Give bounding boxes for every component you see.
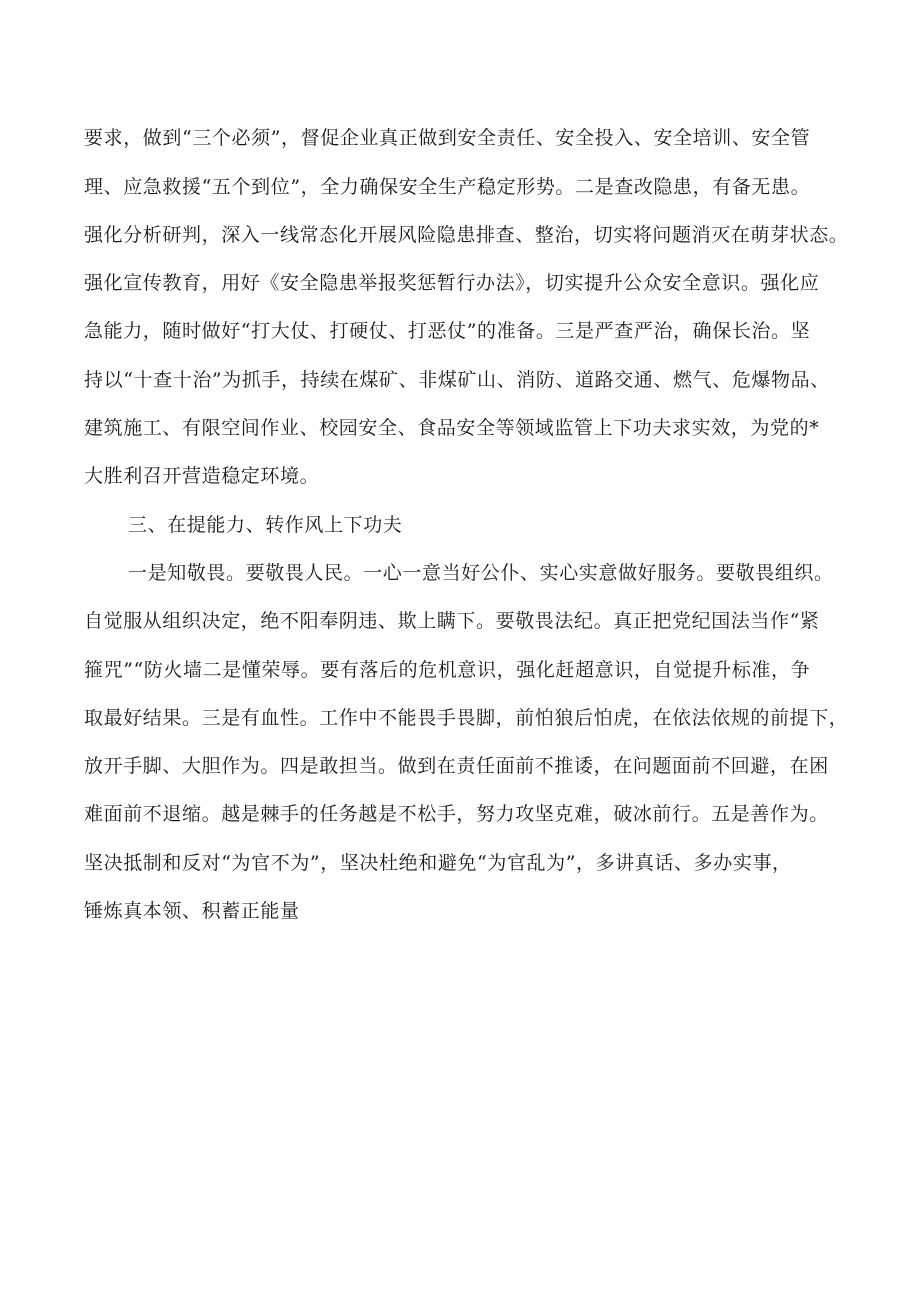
paragraph-1-line-6: 持以“十查十治”为抓手，持续在煤矿、非煤矿山、消防、道路交通、燃气、危爆物品、: [84, 369, 830, 391]
paragraph-2-line-7: 坚决抵制和反对“为官不为”，坚决杜绝和避免“为官乱为”，多讲真话、多办实事，: [84, 852, 792, 874]
paragraph-1-line-1: 要求，做到“三个必须”，督促企业真正做到安全责任、安全投入、安全培训、安全管: [84, 127, 811, 149]
paragraph-2-line-6: 难面前不退缩。越是棘手的任务越是不松手，努力攻坚克难，破冰前行。五是善作为。: [84, 803, 829, 825]
paragraph-2-line-3: 箍咒”“防火墙二是懂荣辱。要有落后的危机意识，强化赶超意识，自觉提升标准，争: [84, 659, 811, 681]
paragraph-1-line-7: 建筑施工、有限空间作业、校园安全、食品安全等领域监管上下功夫求实效，为党的*: [84, 417, 820, 439]
paragraph-1-line-5: 急能力，随时做好“打大仗、打硬仗、打恶仗”的准备。三是严查严治，确保长治。坚: [84, 320, 811, 342]
paragraph-2-line-5: 放开手脚、大胆作为。四是敢担当。做到在责任面前不推诿，在问题面前不回避，在困: [84, 755, 829, 777]
paragraph-1-line-2: 理、应急救援“五个到位”，全力确保安全生产稳定形势。二是查改隐患，有备无患。: [84, 176, 811, 198]
paragraph-2-line-2: 自觉服从组织决定，绝不阳奉阴违、欺上瞒下。要敬畏法纪。真正把党纪国法当作“紧: [84, 610, 820, 632]
paragraph-1-line-3: 强化分析研判，深入一线常态化开展风险隐患排查、整治，切实将问题消灭在萌芽状态。: [84, 224, 849, 246]
paragraph-1-line-8: 大胜利召开营造稳定环境。: [84, 465, 320, 487]
paragraph-2-line-4: 取最好结果。三是有血性。工作中不能畏手畏脚，前怕狼后怕虎，在依法依规的前提下，: [84, 707, 849, 729]
section-heading: 三、在提能力、转作风上下功夫: [128, 514, 403, 536]
paragraph-2-line-8: 锤炼真本领、积蓄正能量: [84, 900, 300, 922]
paragraph-2-line-1: 一是知敬畏。要敬畏人民。一心一意当好公仆、实心实意做好服务。要敬畏组织。: [128, 562, 834, 584]
paragraph-1-line-4: 强化宣传教育，用好《安全隐患举报奖惩暂行办法》，切实提升公众安全意识。强化应: [84, 272, 820, 294]
